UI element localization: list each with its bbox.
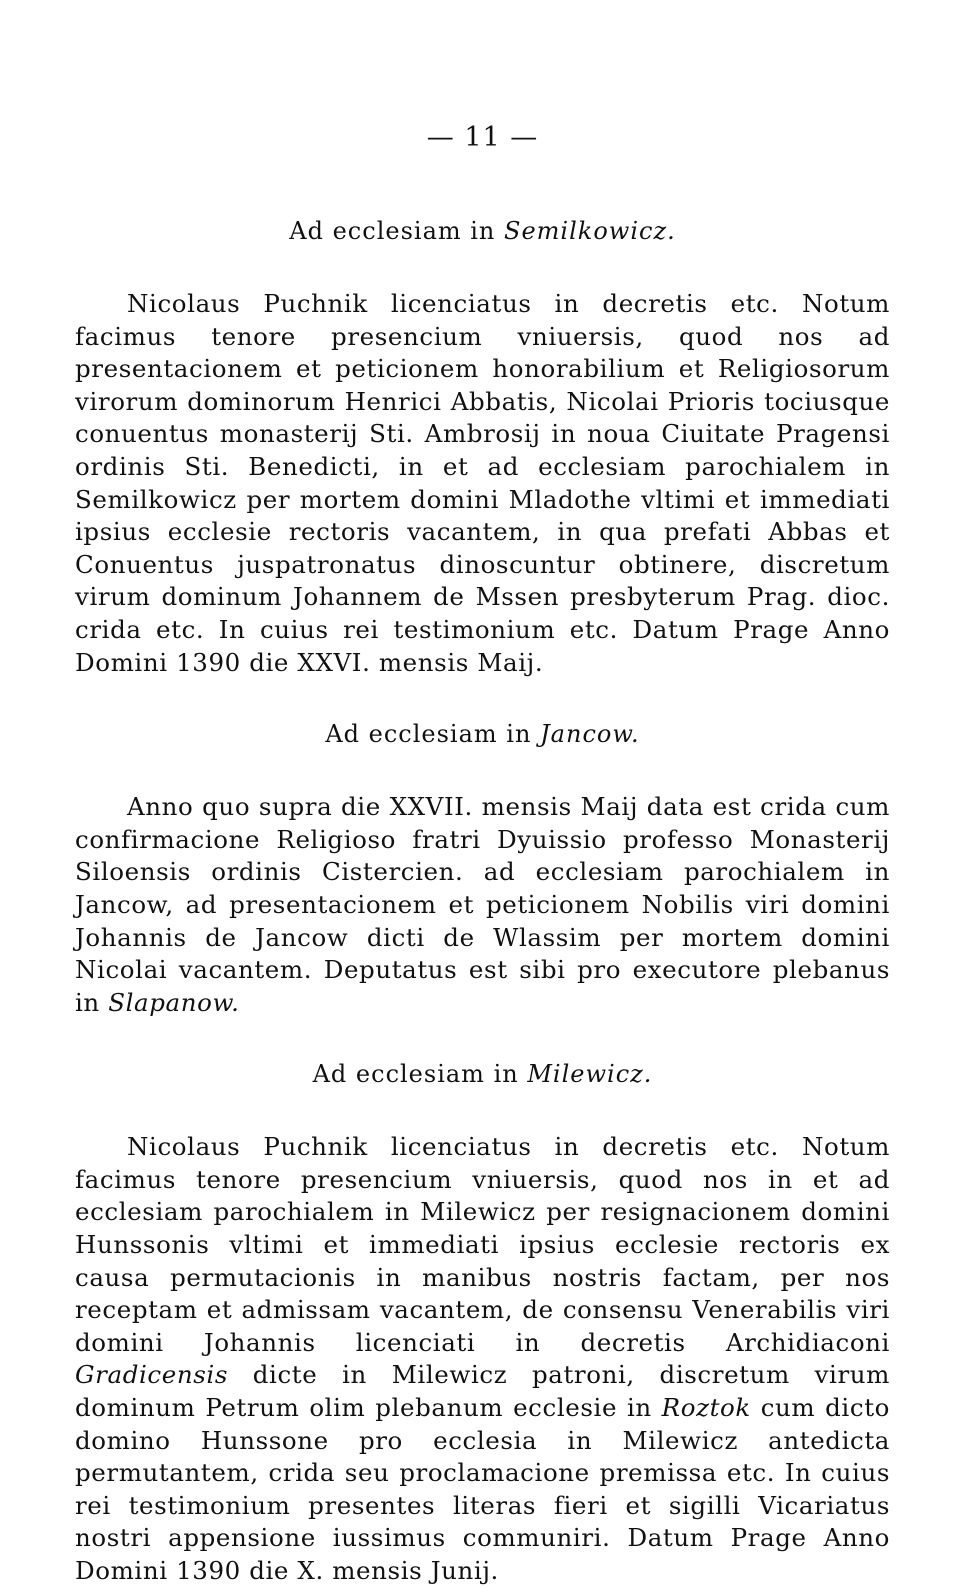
heading-place: Semilkowicz. [504,217,676,245]
document-page [75,118,890,1588]
heading-place: Milewicz. [527,1060,653,1089]
paragraph-text: Anno quo supra die XXVII. mensis Maij data est crida cum confirmacione Religioso fratri Dyuissio professo Monasterij Siloensis ordinis Cistercien. ad ecclesiam parochialem in Jancow, ad presentacionem et peticionem Nobilis viri domini Johannis de Jancow dicti de Wlassim per mortem domini Nicolai vacantem. Deputatus est sibi pro executore plebanus in [75,792,890,1017]
heading-prefix: Ad ecclesiam in [312,1060,528,1089]
paragraph-italic-place: Roztok [661,1393,751,1423]
paragraph-text: Nicolaus Puchnik licenciatus in decretis etc. Notum facimus tenore presencium vniuersis, quod nos ad presentacionem et peticionem honorabilium et Religiosorum virorum dominorum Henrici Abbatis, Nicolai Prioris tociusque conuentus monasterij Sti. Ambrosij in noua Ciuitate Pragensi ordinis Sti. Benedicti, in et ad ecclesiam parochialem in Semilkowicz per mortem domini Mladothe vltimi et immediati ipsius ecclesie rectoris vacantem, in qua prefati Abbas et Conuentus juspatronatus dinoscuntur obtinere, discretum virum dominum Johannem de Mssen presbyterum Prag. dioc. crida etc. In cuius rei testimonium etc. Datum Prage Anno Domini 1390 die XXVI. mensis Maij. [75,289,890,677]
section-milewicz [75,1057,890,1587]
section-paragraph [75,791,890,1019]
section-paragraph [75,288,890,679]
section-paragraph [75,1131,890,1587]
heading-place: Jancow. [540,720,640,749]
paragraph-italic-place: Gradicensis [75,1360,228,1390]
heading-prefix: Ad ecclesiam in [325,720,541,749]
section-heading [75,717,890,751]
paragraph-text: Nicolaus Puchnik licenciatus in decretis etc. Notum facimus tenore presencium vniuersis, quod nos in et ad ecclesiam parochialem in Milewicz per resignacionem domini Hunssonis vltimi et immediati ipsius ecclesie rectoris ex causa permutacionis in manibus nostris factam, per nos receptam et admissam vacantem, de consensu Venerabilis viri domini Johannis licenciati in decretis Archidiaconi [75,1132,890,1357]
section-jancow [75,717,890,1019]
section-semilkowicz [75,214,890,679]
page-number: — 11 — [426,122,539,153]
section-heading [75,214,890,248]
section-heading [75,1057,890,1091]
heading-prefix: Ad ecclesiam in [289,217,505,245]
paragraph-text: cum dicto domino Hunssone pro ecclesia in Milewicz antedicta permutantem, crida seu proclamacione premissa etc. In cuius rei testimonium presentes literas fieri et sigilli Vicariatus nostri appensione iussimus communiri. Datum Prage Anno Domini 1390 die X. mensis Junij. [75,1393,890,1585]
paragraph-italic-place: Slapanow. [108,987,240,1017]
paragraph-text: dicte in Milewicz patroni, discretum virum dominum Petrum olim plebanum ecclesie in [75,1360,890,1423]
